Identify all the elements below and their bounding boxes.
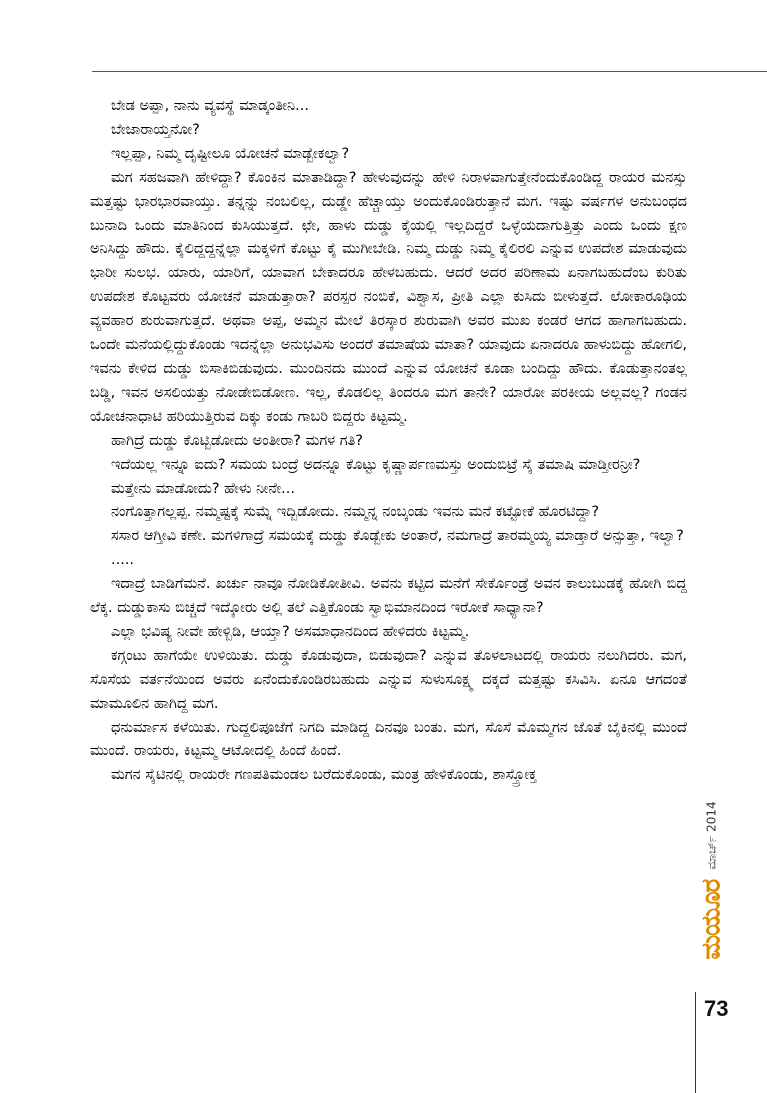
page-number-rule: [695, 992, 696, 1093]
story-text: [90, 95, 687, 788]
paragraph: ಮಗ ಸಹಜವಾಗಿ ಹೇಳಿದ್ದಾ? ಕೊಂಕಿನ ಮಾತಾಡಿದ್ದಾ? ಹೇಳುವುದನ್ನು ಹೇಳಿ ನಿರಾಳವಾಗುತ್ತೇನೆಂದುಕೊಂಡಿದ್ದ ರಾಯರ ಮನಸ್ಸು ಮತ್ತಷ್ಟು ಭಾರಭಾರವಾಯ್ತು. ತನ್ನನ್ನು ನಂಬಲಿಲ್ಲ, ದುಡ್ಡೇ ಹೆಚ್ಚಾಯ್ತು ಅಂದುಕೊಂಡಿರುತ್ತಾನೆ ಮಗ. ಇಷ್ಟು ವರ್ಷಗಳ ಅನುಬಂಧದ ಬುನಾದಿ ಒಂದು ಮಾತಿನಿಂದ ಕುಸಿಯುತ್ತದೆ. ಛೇ, ಹಾಳು ದುಡ್ಡು ಕೈಯಲ್ಲಿ ಇಲ್ಲದಿದ್ದರೆ ಒಳ್ಳೆಯದಾಗುತ್ತಿತ್ತು ಎಂದು ಒಂದು ಕ್ಷಣ ಅನಿಸಿದ್ದು ಹೌದು. ಕೈಲಿದ್ದದ್ದನ್ನೆಲ್ಲಾ ಮಕ್ಕಳಿಗೆ ಕೊಟ್ಟು ಕೈ ಮುಗೀಬೇಡಿ. ನಿಮ್ಮ ದುಡ್ಡು ನಿಮ್ಮ ಕೈಲಿರಲಿ ಎನ್ನುವ ಉಪದೇಶ ಮಾಡುವುದು ಭಾರೀ ಸುಲಭ. ಯಾರು, ಯಾರಿಗೆ, ಯಾವಾಗ ಬೇಕಾದರೂ ಹೇಳಬಹುದು. ಆದರೆ ಅದರ ಪರಿಣಾಮ ಏನಾಗಬಹುದೆಂಬ ಕುರಿತು ಉಪದೇಶ ಕೊಟ್ಟವರು ಯೋಚನೆ ಮಾಡುತ್ತಾರಾ? ಪರಸ್ಪರ ನಂಬಿಕೆ, ವಿಶ್ವಾಸ, ಪ್ರೀತಿ ಎಲ್ಲಾ ಕುಸಿದು ಬೀಳುತ್ತದೆ. ಲೋಕಾರೂಢಿಯ ವ್ಯವಹಾರ ಶುರುವಾಗುತ್ತದೆ. ಅಥವಾ ಅಪ್ಪ, ಅಮ್ಮನ ಮೇಲೆ ತಿರಸ್ಕಾರ ಶುರುವಾಗಿ ಅವರ ಮುಖ ಕಂಡರೆ ಆಗದ ಹಾಗಾಗಬಹುದು. ಒಂದೇ ಮನೆಯಲ್ಲಿದ್ದುಕೊಂಡು ಇದನ್ನೆಲ್ಲಾ ಅನುಭವಿಸು ಅಂದರೆ ತಮಾಷೆಯ ಮಾತಾ? ಯಾವುದು ಏನಾದರೂ ಹಾಳುಬಿದ್ದು ಹೋಗಲಿ, ಇವನು ಕೇಳಿದ ದುಡ್ಡು ಬಿಸಾಕಿಬಿಡುವುದು. ಮುಂದಿನದು ಮುಂದೆ ಎನ್ನುವ ಯೋಚನೆ ಕೂಡಾ ಬಂದಿದ್ದು ಹೌದು. ಕೊಡುತ್ತಾನಂತಲ್ಲ ಬಡ್ಡಿ, ಇವನ ಅಸಲಿಯತ್ತು ನೋಡೇಬಿಡೋಣ. ಇಲ್ಲ, ಕೊಡಲಿಲ್ಲ ತಿಂದರೂ ಮಗ ತಾನೇ? ಯಾರೋ ಪರಕೀಯ ಅಲ್ಲವಲ್ಲ? ಗಂಡನ ಯೋಚನಾಧಾಟಿ ಹರಿಯುತ್ತಿರುವ ದಿಕ್ಕು ಕಂಡು ಗಾಬರಿ ಬಿದ್ದರು ಕಿಟ್ಟಮ್ಮ.: [90, 169, 687, 425]
paragraph: ಹಾಗಿದ್ರೆ ದುಡ್ಡು ಕೊಟ್ಬಿಡೋದು ಅಂತೀರಾ? ಮಗಳ ಗತಿ?: [111, 432, 363, 449]
paragraph: ಇದಾದ್ರೆ ಬಾಡಿಗೆಮನೆ. ಖರ್ಚು ನಾವೂ ನೋಡಿಕೋತೀವಿ. ಅವನು ಕಟ್ಟಿದ ಮನೆಗೆ ಸೇರ್ಕೊಂಡ್ರೆ ಅವನ ಕಾಲುಬುಡಕ್ಕೆ ಹೋಗಿ ಬಿದ್ದ ಲೆಕ್ಕ. ದುಡ್ಡುಕಾಸು ಬಿಚ್ಚದೆ ಇದ್ಕೋರು ಅಲ್ಲಿ ತಲೆ ಎತ್ತಿಕೊಂಡು ಸ್ವಾಭಿಮಾನದಿಂದ ಇರೋಕೆ ಸಾಧ್ಯಾನಾ?: [90, 576, 687, 617]
paragraph: ಇದೆಯಲ್ಲ ಇನ್ನೂ ಐದು? ಸಮಯ ಬಂದ್ರೆ ಅದನ್ನೂ ಕೊಟ್ಟು ಕೃಷ್ಣಾರ್ಪಣಮಸ್ತು ಅಂದುಬಿಟ್ರೆ ಸೈ ತಮಾಷಿ ಮಾಡ್ತೀರನ್ರೀ?: [111, 456, 641, 473]
page-number: 73: [704, 996, 729, 1021]
paragraph: ಬೇಡ ಅಪ್ಪಾ, ನಾನು ವ್ಯವಸ್ಥೆ ಮಾಡ್ಕಂತೀನಿ...: [111, 98, 309, 114]
issue-date: ಮಾರ್ಚ್ 2014: [704, 800, 719, 870]
paragraph: ಮತ್ತೇನು ಮಾಡೋದು? ಹೇಳು ನೀನೇ...: [111, 480, 295, 497]
magazine-logo: ಮಯೂರ: [696, 879, 727, 960]
paragraph: ಇಲ್ಲಪ್ಪಾ, ನಿಮ್ಮ ದೃಷ್ಟೀಲೂ ಯೋಚನೆ ಮಾಡ್ಬೇಕಲ್ವಾ?: [111, 145, 350, 162]
paragraph: ಧನುರ್ಮಾಸ ಕಳೆಯಿತು. ಗುದ್ದಲಿಪೂಜೆಗೆ ನಿಗದಿ ಮಾಡಿದ್ದ ದಿನವೂ ಬಂತು. ಮಗ, ಸೊಸೆ ಮೊಮ್ಮಗನ ಜೊತೆ ಬೈಕಿನಲ್ಲಿ ಮುಂದೆ ಮುಂದೆ. ರಾಯರು, ಕಿಟ್ಟಮ್ಮ ಆಟೋದಲ್ಲಿ ಹಿಂದೆ ಹಿಂದೆ.: [90, 719, 687, 760]
paragraph: ಕಗ್ಗಂಟು ಹಾಗೆಯೇ ಉಳಿಯಿತು. ದುಡ್ಡು ಕೊಡುವುದಾ, ಬಿಡುವುದಾ? ಎನ್ನುವ ತೊಳಲಾಟದಲ್ಲಿ ರಾಯರು ನಲುಗಿದರು. ಮಗ, ಸೊಸೆಯ ವರ್ತನೆಯಿಂದ ಅವರು ಏನೆಂದುಕೊಂಡಿರಬಹುದು ಎನ್ನುವ ಸುಳುಸೂಕ್ಷ್ಮ ದಕ್ಕದೆ ಮತ್ತಷ್ಟು ಕಸಿವಿಸಿ. ಏನೂ ಆಗದಂತೆ ಮಾಮೂಲಿನ ಹಾಗಿದ್ದ ಮಗ.: [90, 647, 687, 712]
paragraph: ಬೇಜಾರಾಯ್ತನೋ?: [111, 121, 200, 138]
paragraph: ಎಲ್ಲಾ ಭವಿಷ್ಯ ನೀವೇ ಹೇಳ್ಬಿಡಿ, ಆಯ್ತಾ? ಅಸಮಾಧಾನದಿಂದ ಹೇಳಿದರು ಕಿಟ್ಟಮ್ಮ.: [111, 623, 470, 640]
top-rule: [92, 71, 767, 72]
paragraph: .....: [111, 552, 135, 569]
paragraph: ನಂಗೊತ್ತಾಗಲ್ಲಪ್ಪ. ನಮ್ಮಷ್ಟಕ್ಕೆ ಸುಮ್ನೆ ಇದ್ಬಿಡೋದು. ನಮ್ಮನ್ನ ನಂಬ್ಕಂಡು ಇವನು ಮನೆ ಕಟ್ಟೋಕೆ ಹೊರಟಿದ್ದಾ?: [111, 504, 600, 521]
magazine-masthead: [684, 770, 740, 990]
paragraph: ಸಸಾರ ಆಗ್ತೀವಿ ಕಣೇ. ಮಗಳಿಗಾದ್ರೆ ಸಮಯಕ್ಕೆ ದುಡ್ಡು ಕೊಡ್ಬೇಕು ಅಂತಾರೆ, ನಮಗಾದ್ರೆ ತಾರಮ್ಮಯ್ಯ ಮಾಡ್ತಾರೆ ಅನ್ಸುತ್ತಾ, ಇಲ್ವಾ?: [111, 528, 684, 545]
paragraph: ಮಗನ ಸೈಟಿನಲ್ಲಿ ರಾಯರೇ ಗಣಪತಿಮಂಡಲ ಬರೆದುಕೊಂಡು, ಮಂತ್ರ ಹೇಳಿಕೊಂಡು, ಶಾಸ್ತ್ರೋಕ್ತ: [111, 767, 537, 784]
